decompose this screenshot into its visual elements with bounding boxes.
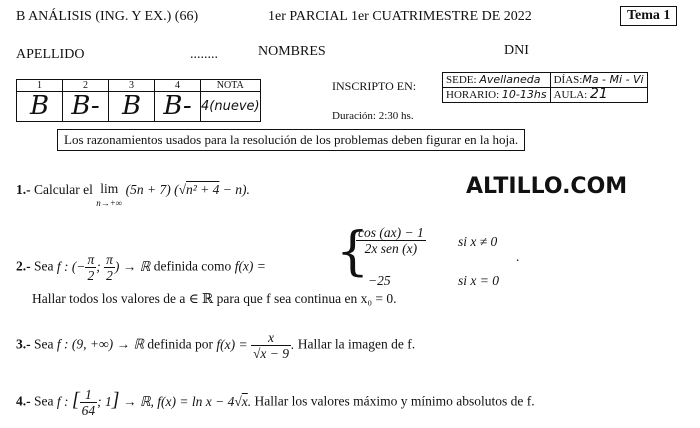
limit-symbol: lim n→+∞ (96, 181, 123, 208)
problem-3-fx: f(x) = $\frac{x}{√x - 9}$ . (216, 330, 295, 361)
exam-title: 1er PARCIAL 1er CUATRIMESTRE DE 2022 (268, 9, 532, 24)
dni-label: DNI (504, 43, 529, 58)
grade-header-4: 4 (155, 80, 201, 92)
problem-4-text: Sea (34, 393, 54, 409)
problem-1-number: 1.- (16, 182, 31, 197)
piecewise-cond-2: si x = 0 (458, 273, 499, 288)
grade-value-nota: 4(nueve) (201, 99, 260, 114)
dots: ........ (190, 47, 218, 62)
problem-2-text: Sea (34, 258, 54, 274)
problem-1 (16, 182, 250, 210)
inscripto-label: INSCRIPTO EN: (332, 79, 417, 93)
problem-4-question: Hallar los valores máximo y mínimo absolutos de f. (254, 393, 535, 409)
problem-4-domain: f : [ $\frac{1}{64}$ ; 1] → ℝ, f(x) = ln x − 4√x. (56, 387, 252, 418)
dias-value: Ma - Mi - Vi (582, 73, 644, 86)
grade-value-4: B- (163, 91, 192, 121)
problem-3-domain: f : (9, +∞) → ℝ (56, 336, 145, 352)
dias-label: DÍAS: (553, 74, 583, 86)
grade-value-3: B (121, 91, 142, 121)
watermark: ALTILLO.COM (466, 174, 628, 199)
piecewise-case-1 (356, 225, 426, 256)
problem-3-question: Hallar la imagen de f. (297, 336, 416, 352)
piecewise-cond-1: si x ≠ 0 (458, 234, 498, 249)
inscripto-table (442, 72, 648, 103)
tema-badge: Tema 1 (620, 6, 677, 26)
problem-3-text: Sea (34, 336, 54, 352)
piecewise-period: . (516, 249, 520, 264)
duration: Duración: 2:30 hs. (332, 110, 414, 122)
grade-header-1: 1 (17, 80, 63, 92)
grades-table (16, 79, 261, 122)
aula-label: AULA: (553, 89, 588, 101)
grade-value-2: B- (71, 91, 100, 121)
grade-header-3: 3 (109, 80, 155, 92)
piecewise-brace: { (336, 222, 370, 282)
problem-2-question: Hallar todos los valores de a ∈ ℝ para que f sea continua en x₀ = 0. (32, 291, 397, 306)
grade-header-nota: NOTA (201, 80, 261, 92)
problem-3 (16, 330, 415, 361)
problem-4-number: 4.- (16, 393, 31, 409)
horario-label: HORARIO: (446, 89, 500, 101)
problem-2-defined: definida como (153, 258, 232, 274)
grade-value-1: B (29, 91, 50, 121)
problem-2-number: 2.- (16, 258, 31, 274)
problem-4 (16, 387, 535, 418)
sede-value: Avellaneda (479, 73, 541, 86)
problem-2-fx: f(x) = (234, 258, 266, 274)
sede-label: SEDE: (446, 74, 477, 86)
grade-header-2: 2 (63, 80, 109, 92)
piecewise-fraction: $\frac{\cos (ax) - 1}{\text{2x sen (x)}}$ (358, 225, 424, 256)
problem-2-intro (16, 252, 266, 283)
problem-3-number: 3.- (16, 336, 31, 352)
problem-3-defined: definida por (147, 336, 214, 352)
aula-value: 21 (589, 86, 608, 102)
piecewise-case-2: −25 (368, 273, 391, 288)
horario-value: 10-13hs (501, 88, 547, 101)
nombres-label: NOMBRES (258, 44, 326, 59)
problem-2-domain: f : (− $\frac{\pi}{2}$ ; $\frac{\pi}{2}$ ) → ℝ (56, 252, 151, 283)
notice-box: Los razonamientos usados para la resolución de los problemas deben figurar en la hoja. (57, 129, 525, 151)
apellido-label: APELLIDO (16, 47, 85, 62)
problem-1-expression: (5n + 7) (√n² + 4 − n). (125, 182, 250, 197)
problem-1-text: Calcular el (34, 182, 93, 197)
subject-title: B ANÁLISIS (ING. Y EX.) (66) (16, 9, 199, 24)
